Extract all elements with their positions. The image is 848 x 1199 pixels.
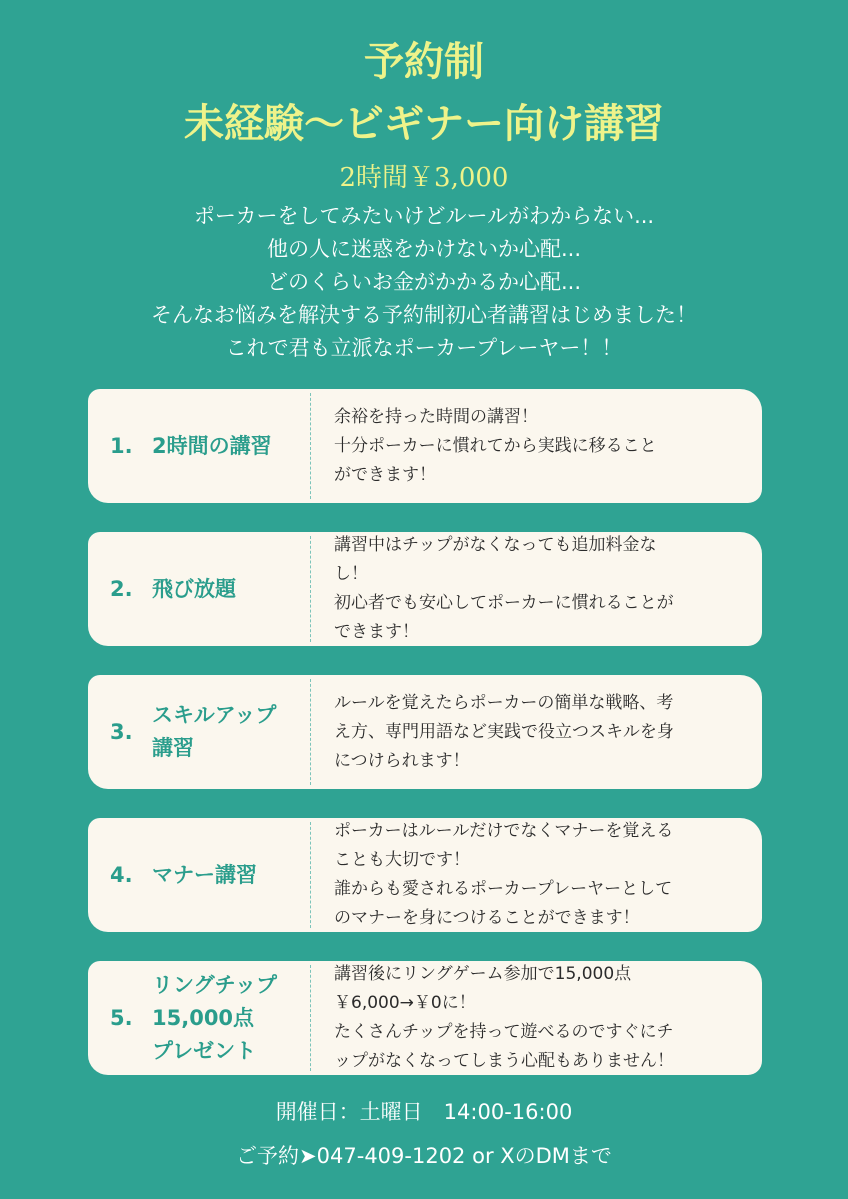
feature-title: マナー講習	[152, 862, 257, 887]
card-divider	[310, 965, 311, 1071]
intro-line: そんなお悩みを解決する予約制初心者講習はじめました！	[151, 303, 697, 327]
card-divider	[310, 679, 311, 785]
feature-title: 2時間の講習	[152, 433, 272, 458]
price: 2時間￥3,000	[339, 163, 509, 193]
feature-description: ルールを覚えたらポーカーの簡単な戦略、考 え方、専門用語など実践で役立つスキルを身 につけられます！	[334, 692, 674, 771]
feature-number: 4.	[110, 863, 133, 887]
title-main: 未経験〜ビギナー向け講習	[184, 100, 664, 147]
intro-line: ポーカーをしてみたいけどルールがわからない...	[193, 204, 655, 228]
feature-title: 飛び放題	[152, 576, 236, 601]
feature-description: 余裕を持った時間の講習！ 十分ポーカーに慣れてから実践に移ること ができます！	[334, 406, 657, 485]
feature-card-4	[88, 818, 762, 932]
feature-description: 講習中はチップがなくなっても追加料金な し！ 初心者でも安心してポーカーに慣れることが できます！	[334, 535, 674, 642]
feature-description: ポーカーはルールだけでなくマナーを覚える ことも大切です！ 誰からも愛されるポーカープレーヤーとして のマナーを身につけることができます！	[334, 821, 674, 928]
card-divider	[310, 536, 311, 642]
intro-text	[0, 200, 848, 365]
title-reservation: 予約制	[364, 38, 484, 85]
intro-line: どのくらいお金がかかるか心配...	[266, 270, 582, 294]
feature-card-3	[88, 675, 762, 789]
feature-description: 講習後にリングゲーム参加で15,000点 ￥6,000→￥0に！ たくさんチップを持って遊べるのですぐにチ ップがなくなってしまう心配もありません！	[334, 964, 674, 1071]
feature-card-5	[88, 961, 762, 1075]
event-date: 開催日：土曜日 14:00-16:00	[275, 1100, 573, 1124]
intro-line: 他の人に迷惑をかけないか心配...	[266, 237, 582, 261]
feature-title: スキルアップ 講習	[152, 703, 277, 760]
intro-line: これで君も立派なポーカープレーヤー！！	[225, 336, 623, 360]
feature-number: 1.	[110, 434, 133, 458]
reservation-contact: ご予約➤047-409-1202 or XのDMまで	[236, 1144, 612, 1168]
feature-number: 3.	[110, 720, 133, 744]
card-divider	[310, 822, 311, 928]
feature-card-2	[88, 532, 762, 646]
feature-title: リングチップ 15,000点 プレゼント	[152, 972, 277, 1063]
feature-card-1	[88, 389, 762, 503]
feature-number: 5.	[110, 1006, 133, 1030]
card-divider	[310, 393, 311, 499]
feature-number: 2.	[110, 577, 133, 601]
